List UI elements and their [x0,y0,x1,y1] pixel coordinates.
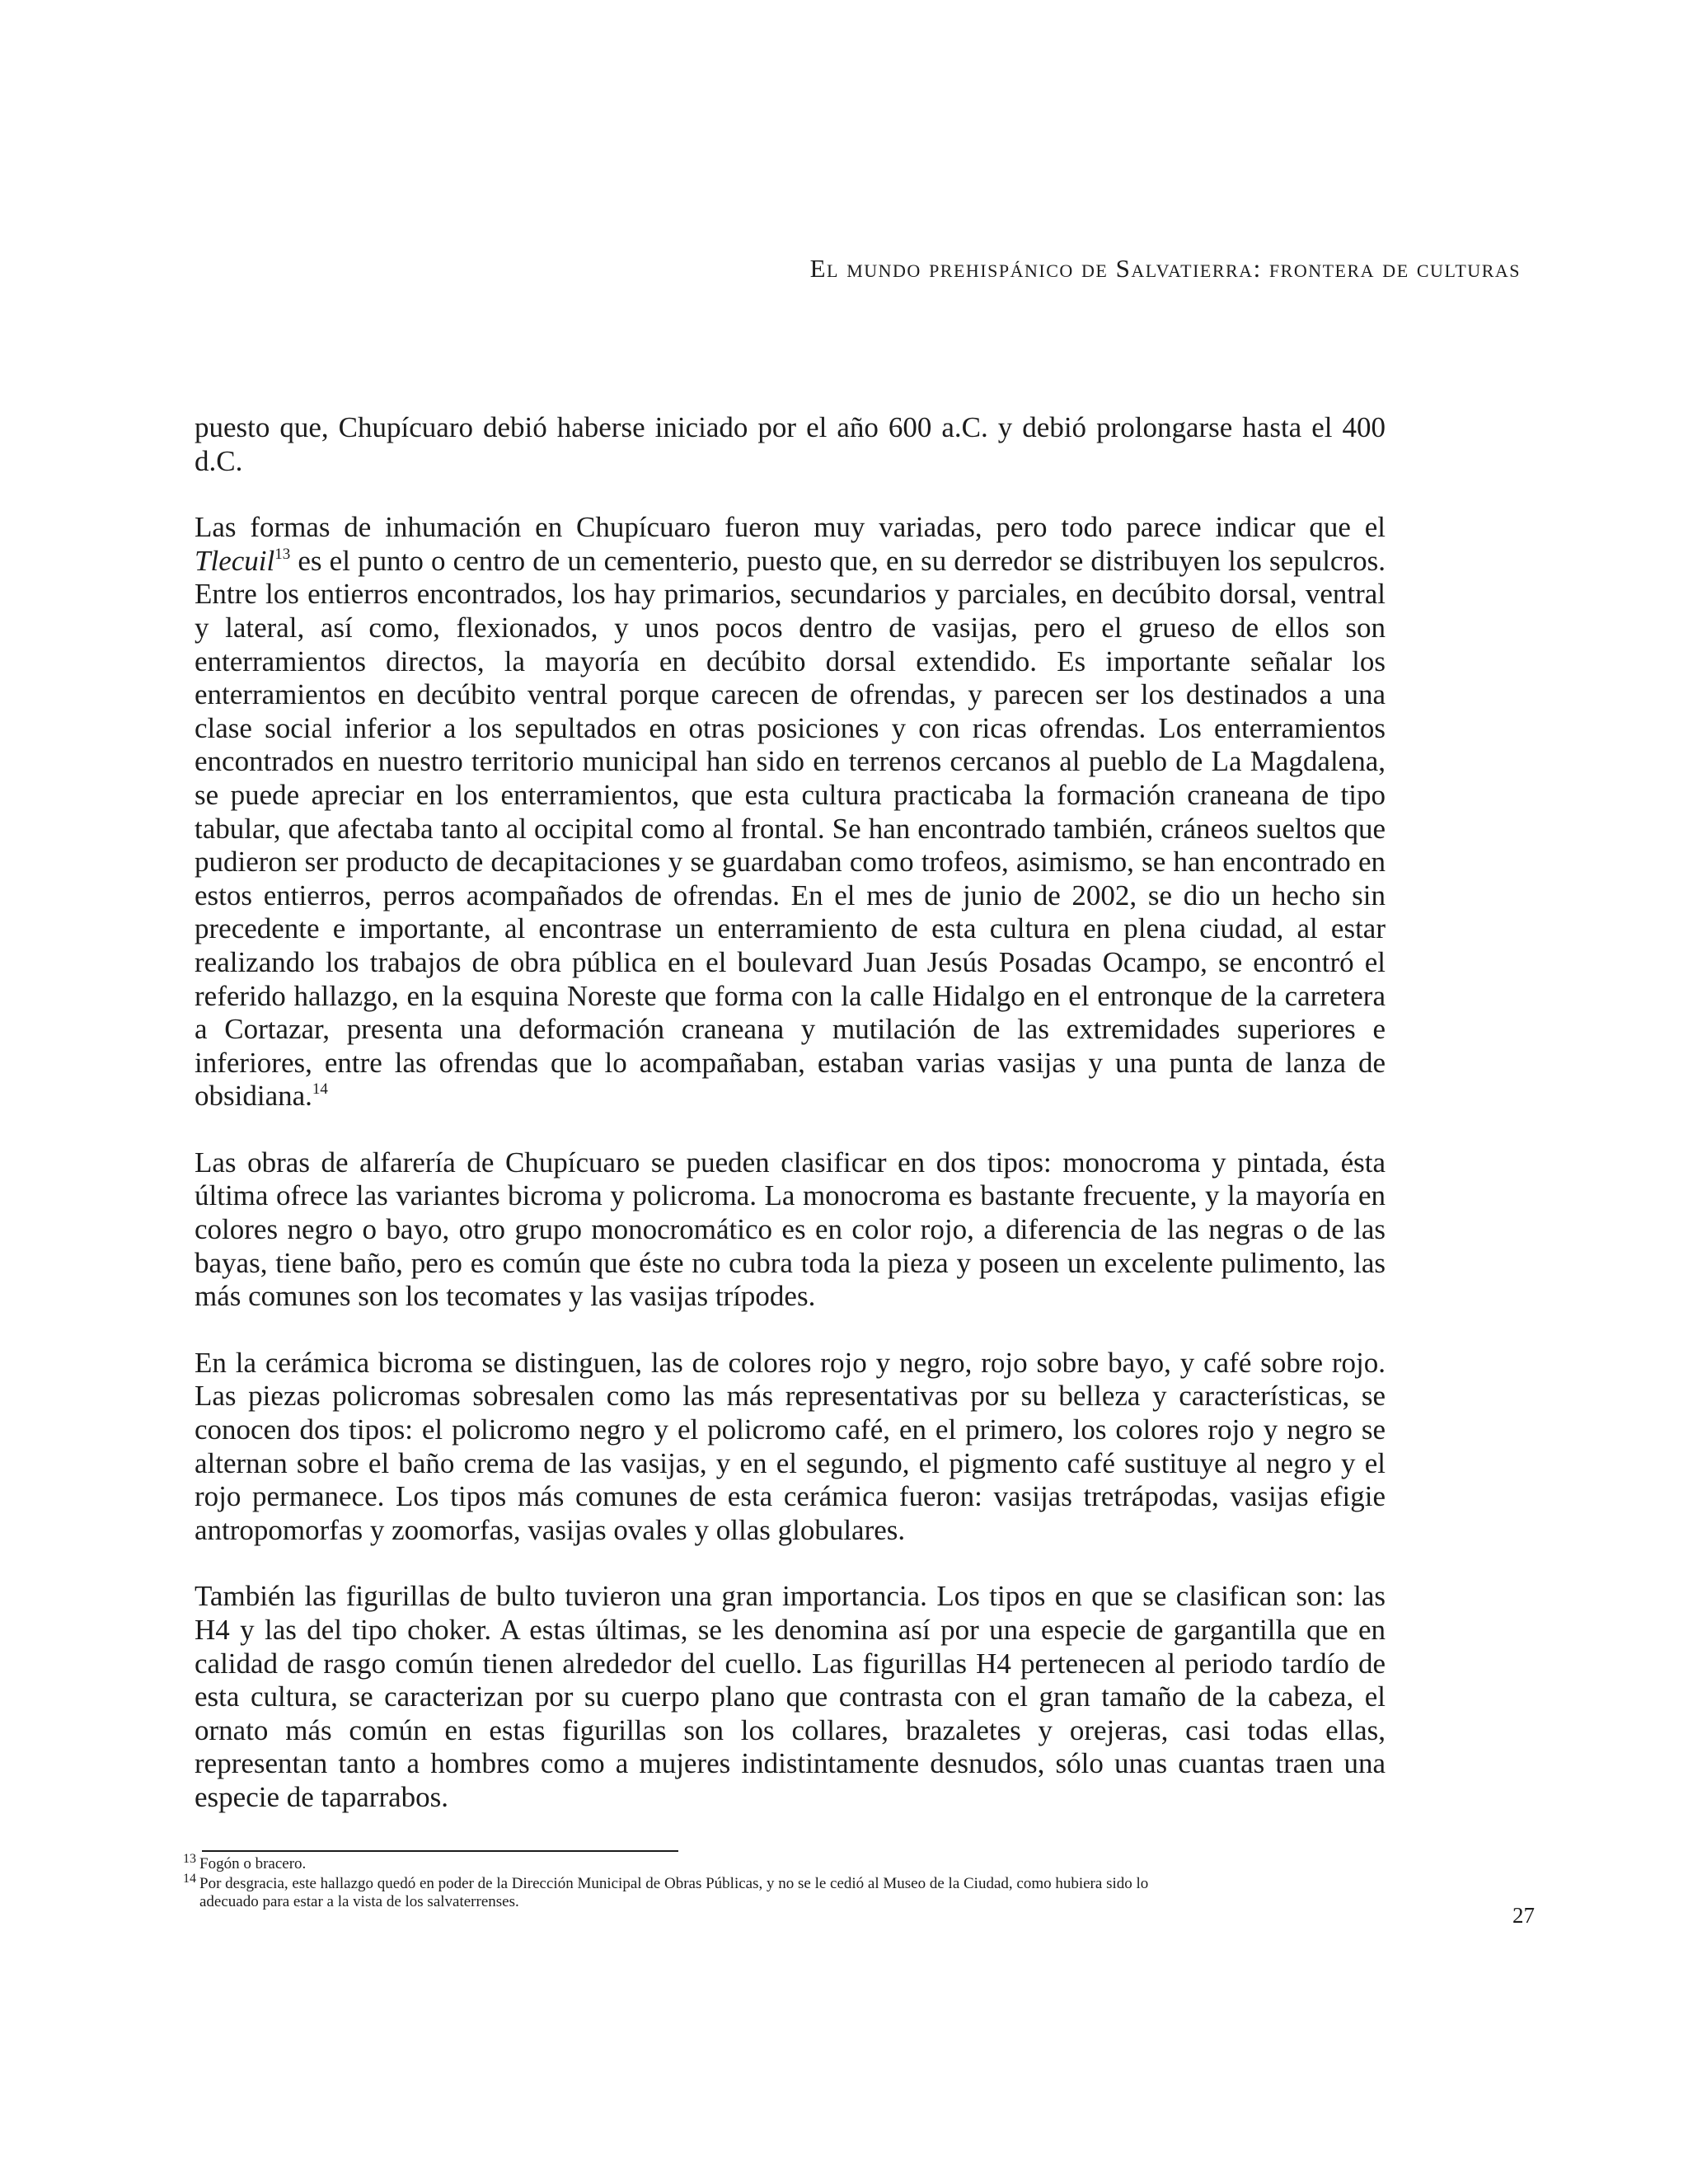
footnote-number: 14 [183,1872,196,1886]
paragraph-5: También las figurillas de bulto tuvieron una gran importancia. Los tipos en que se clasifican son: las H4 y las del tipo choker. A estas últimas, se les denomina así por una especie de gargantilla que en calidad de rasgo común tienen alrededor del cuello. Las figurillas H4 pertenecen al periodo tardío de esta cultura, se caracterizan por su cuerpo plano que contrasta con el gran tamaño de la cabeza, el ornato más común en estas figurillas son los collares, brazaletes y orejeras, casi todas ellas, representan tanto a hombres como a mujeres indistintamente desnudos, sólo unas cuantas traen una especie de taparrabos. [195,1580,1386,1813]
paragraph-4: En la cerámica bicroma se distinguen, las de colores rojo y negro, rojo sobre bayo, y café sobre rojo. Las piezas policromas sobresalen como las más representativas por su belleza y características, se conocen dos tipos: el policromo negro y el policromo café, en el primero, los colores rojo y negro se alternan sobre el baño crema de las vasijas, y en el segundo, el pigmento café sustituye al negro y el rojo permanece. Los tipos más comunes de esta cerámica fueron: vasijas tretrápodas, vasijas efigie antropomorfas y zoomorfas, vasijas ovales y ollas globulares. [195,1346,1386,1546]
running-header: El mundo prehispánico de Salvatierra: frontera de culturas [809,254,1521,283]
paragraph-2 [195,511,1386,1113]
paragraph-3: Las obras de alfarería de Chupícuaro se pueden clasificar en dos tipos: monocroma y pintada, ésta última ofrece las variantes bicroma y policroma. La monocroma es bastante frecuente, y la mayoría en colores negro o bayo, otro grupo monocromático es en color rojo, a diferencia de las negras o de las bayas, tiene baño, pero es común que éste no cubra toda la pieza y poseen un excelente pulimento, las más comunes son los tecomates y las vasijas trípodes. [195,1146,1386,1313]
body-text [195,411,1386,1848]
page-number: 27 [1512,1903,1535,1928]
tlecuil-term: Tlecuil [195,544,275,577]
footnote-ref-13[interactable]: 13 [274,545,291,563]
footnote-text: Por desgracia, este hallazgo quedó en poder de la Dirección Municipal de Obras Públicas, y no se le cedió al Museo de la Ciudad, como hubiera sido lo adecuado para estar a la vista de los salvaterrenses. [199,1875,1149,1910]
footnotes [183,1852,1205,1913]
paragraph-2-rest: es el punto o centro de un cementerio, puesto que, en su derredor se distribuyen los sepulcros. Entre los entierros encontrados, los hay primarios, secundarios y parciales, en decúbito dorsal, ventral y lateral, así como, flexionados, y unos pocos dentro de vasijas, pero el grueso de ellos son enterramientos directos, la mayoría en decúbito dorsal extendido. Es importante señalar los enterramientos en decúbito ventral porque carecen de ofrendas, y parecen ser los destinados a una clase social inferior a los sepultados en otras posiciones y con ricas ofrendas. Los enterramientos encontrados en nuestro territorio municipal han sido en terrenos cercanos al pueblo de La Magdalena, se puede apreciar en los enterramientos, que esta cultura practicaba la formación craneana de tipo tabular, que afectaba tanto al occipital como al frontal. Se han encontrado también, cráneos sueltos que pudieron ser producto de decapitaciones y se guardaban como trofeos, asimismo, se han encontrado en estos entierros, perros acompañados de ofrendas. En el mes de junio de 2002, se dio un hecho sin precedente e importante, al encontrase un enterramiento de esta cultura en plena ciudad, al estar realizando los trabajos de obra pública en el boulevard Juan Jesús Posadas Ocampo, se encontró el referido hallazgo, en la esquina Noreste que forma con la calle Hidalgo en el entronque de la carretera a Cortazar, presenta una deformación craneana y mutilación de las extremidades superiores e inferiores, entre las ofrendas que lo acompañaban, estaban varias vasijas y una punta de lanza de obsidiana. [195,544,1386,1113]
footnote-13 [183,1852,1205,1873]
footnote-divider [202,1850,678,1852]
footnote-number: 13 [183,1852,196,1866]
paragraph-2-start: Las formas de inhumación en Chupícuaro fueron muy variadas, pero todo parece indicar que el [195,511,1386,544]
footnote-text: Fogón o bracero. [199,1855,307,1872]
footnote-ref-14[interactable]: 14 [312,1080,328,1099]
paragraph-1: puesto que, Chupícuaro debió haberse iniciado por el año 600 a.C. y debió prolongarse hasta el 400 d.C. [195,411,1386,477]
footnote-14 [183,1872,1205,1911]
